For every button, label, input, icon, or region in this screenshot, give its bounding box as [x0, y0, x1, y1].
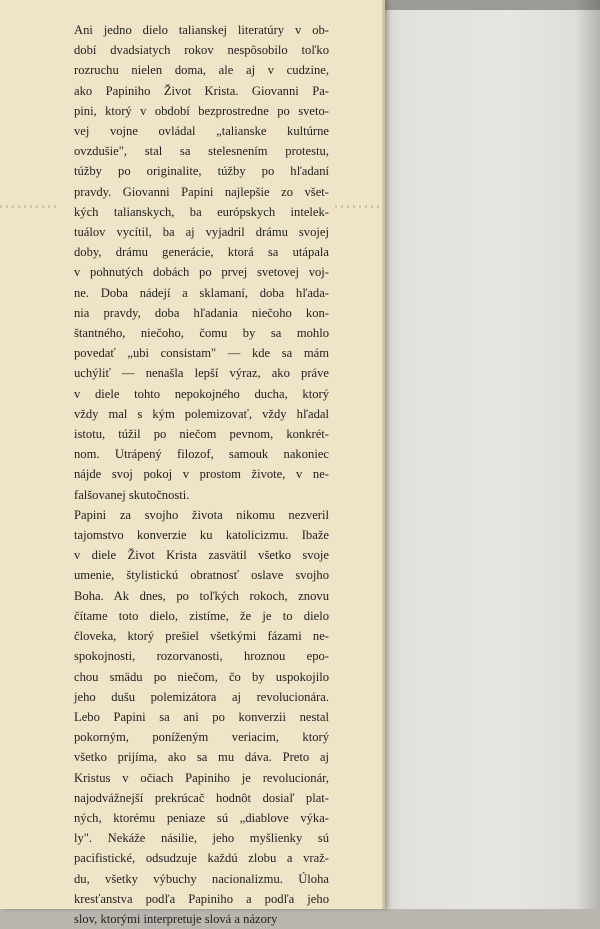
paper-speckle-right	[335, 205, 380, 208]
text-line: umenie, štylistickú obratnosť oslave svojho	[74, 568, 329, 583]
text-line: v diele tohto nepokojného ducha, ktorý	[74, 386, 329, 401]
text-line: ako Papiniho Život Krista. Giovanni Pa-	[74, 83, 329, 98]
flap-text-block	[74, 20, 329, 929]
text-line: povedať „ubi consistam" — kde sa mám	[74, 346, 329, 361]
text-line: Lebo Papini sa ani po konverzii nestal	[74, 709, 329, 724]
text-line: chou smädu po niečom, čo by uspokojilo	[74, 669, 329, 684]
text-line: du, všetky výbuchy nacionalizmu. Úloha	[74, 871, 329, 886]
text-line: pini, ktorý v období bezprostredne po sveto-	[74, 103, 329, 118]
paragraph-1	[74, 20, 329, 505]
text-line: Ani jedno dielo talianskej literatúry v ob-	[74, 23, 329, 37]
text-line: falšovanej skutočnosti.	[74, 487, 190, 502]
text-line: ovzdušie", stal sa stelesnením protestu,	[74, 144, 329, 159]
text-line: štantného, niečoho, čomu by sa mohlo	[74, 326, 329, 341]
text-line: všetko prijíma, ako sa mu dáva. Preto aj	[74, 750, 329, 765]
text-line: vždy mal s kým polemizovať, vždy hľadal	[74, 406, 329, 421]
book-spine-shadow	[575, 0, 600, 909]
text-line: tajomstvo konverzie ku katolicizmu. Ibaže	[74, 528, 329, 543]
text-line: v pohnutých dobách po prvej svetovej voj-	[74, 265, 329, 280]
text-line: istotu, túžil po niečom pevnom, konkrét-	[74, 427, 329, 442]
text-line: ných, ktorému peniaze sú „diablove výka-	[74, 810, 329, 825]
text-line: dobí dvadsiatych rokov nespôsobilo toľko	[74, 43, 329, 58]
text-line: nájde svoj pokoj v prostom živote, v ne-	[74, 467, 329, 482]
text-line: pacifistické, odsudzuje každú zlobu a vraž-	[74, 851, 329, 866]
text-line: uchýliť — nenašla lepší výraz, ako práve	[74, 366, 329, 381]
text-line: ly". Nekáže násilie, jeho myšlienky sú	[74, 831, 329, 846]
text-line: vej vojne ovládal „talianske kultúrne	[74, 124, 329, 139]
text-line: pravdy. Giovanni Papini najlepšie zo všet-	[74, 184, 329, 199]
text-line: túžby po originalite, túžby po hľadaní	[74, 164, 329, 179]
text-line: najodvážnejší prekrúcač hodnôt dosiaľ plat-	[74, 790, 329, 805]
text-line: ne. Doba nádejí a sklamaní, doba hľada-	[74, 285, 329, 300]
text-line: Papini za svojho života nikomu nezveril	[74, 507, 329, 522]
text-line: tuálov vycítil, ba aj vyjadril drámu svojej	[74, 225, 329, 240]
text-line: kresťanstva podľa Papiniho a podľa jeho	[74, 891, 329, 906]
paragraph-2	[74, 505, 329, 929]
text-line: spokojnosti, rozorvanosti, hroznou epo-	[74, 649, 329, 664]
text-line: pokorným, poníženým veriacim, ktorý	[74, 730, 329, 745]
text-line: slov, ktorými interpretuje slová a názory	[74, 911, 278, 926]
text-line: Kristus v očiach Papiniho je revolucionár,	[74, 770, 329, 785]
flap-edge	[382, 0, 385, 909]
text-line: rozruchu nielen doma, ale aj v cudzine,	[74, 63, 329, 78]
text-line: Boha. Ak dnes, po toľkých rokoch, znovu	[74, 588, 329, 603]
text-line: človeka, ktorý prešiel všetkými fázami ne-	[74, 629, 329, 644]
text-line: doby, drámu generácie, ktorá sa utápala	[74, 245, 329, 260]
text-line: v diele Život Krista zasvätil všetko svoje	[74, 548, 329, 563]
text-line: nia pravdy, doba hľadania niečoho kon-	[74, 305, 329, 320]
book-top-band	[385, 0, 600, 10]
text-line: čítame toto dielo, zistíme, že je to dielo	[74, 608, 329, 623]
text-line: kých talianskych, ba európskych intelek-	[74, 204, 329, 219]
paper-speckle-left	[0, 205, 60, 208]
book-page-edge	[385, 0, 600, 909]
text-line: jeho dušu polemizátora aj revolucionára.	[74, 689, 329, 704]
text-line: nom. Utrápený filozof, samouk nakoniec	[74, 447, 329, 462]
